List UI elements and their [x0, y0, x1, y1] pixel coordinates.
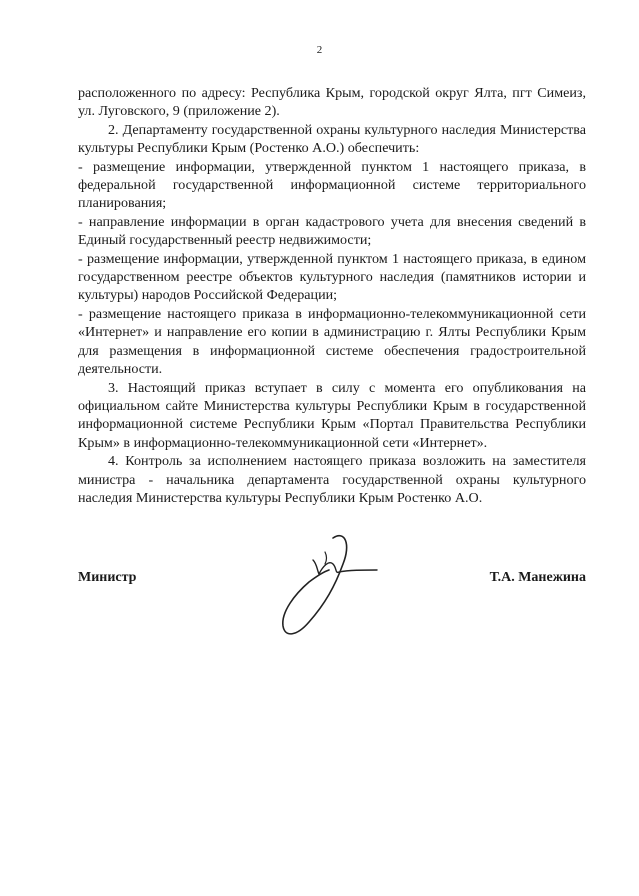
- paragraph-bullet-cadastre: - направление информации в орган кадастрового учета для внесения сведений в Единый государственный реестр недвижимости;: [78, 213, 586, 249]
- paragraph-address-continuation: расположенного по адресу: Республика Крым, городской округ Ялта, пгт Симеиз, ул. Луговского, 9 (приложение 2).: [78, 85, 586, 120]
- signer-position: Министр: [78, 570, 137, 585]
- paragraph-item-2: 2. Департаменту государственной охраны культурного наследия Министерства культуры Республики Крым (Ростенко А.О.) обеспечить:: [78, 121, 586, 157]
- page-number: 2: [316, 44, 323, 56]
- signer-name: Т.А. Манежина: [489, 570, 586, 585]
- paragraph-bullet-fgis: - размещение информации, утвержденной пунктом 1 настоящего приказа, в федеральной государственной информационной системе территориального планирования;: [78, 158, 586, 212]
- paragraph-item-3: 3. Настоящий приказ вступает в силу с момента его опубликования на официальном сайте Министерства культуры Республики Крым в государственной информационной системе Республики Крым «Портал Правительства Республики Крым» в информационно-телекоммуникационной сети «Интернет».: [78, 379, 586, 451]
- paragraph-item-4: 4. Контроль за исполнением настоящего приказа возложить на заместителя министра - начальника департамента государственной охраны культурного наследия Министерства культуры Республики Крым Ростенко А.О.: [78, 453, 586, 506]
- paragraph-bullet-heritage-registry: - размещение информации, утвержденной пунктом 1 настоящего приказа, в едином государственном реестре объектов культурного наследия (памятников истории и культуры) народов Российской Федерации;: [78, 250, 586, 304]
- handwritten-signature: [273, 530, 383, 650]
- paragraph-bullet-internet: - размещение настоящего приказа в информационно-телекоммуникационной сети «Интернет» и направление его копии в администрацию г. Ялты Республики Крым для размещения в информационной системе обеспечения градостроительной деятельности.: [78, 305, 586, 378]
- document-body: [78, 84, 586, 507]
- signature-block: [78, 570, 586, 660]
